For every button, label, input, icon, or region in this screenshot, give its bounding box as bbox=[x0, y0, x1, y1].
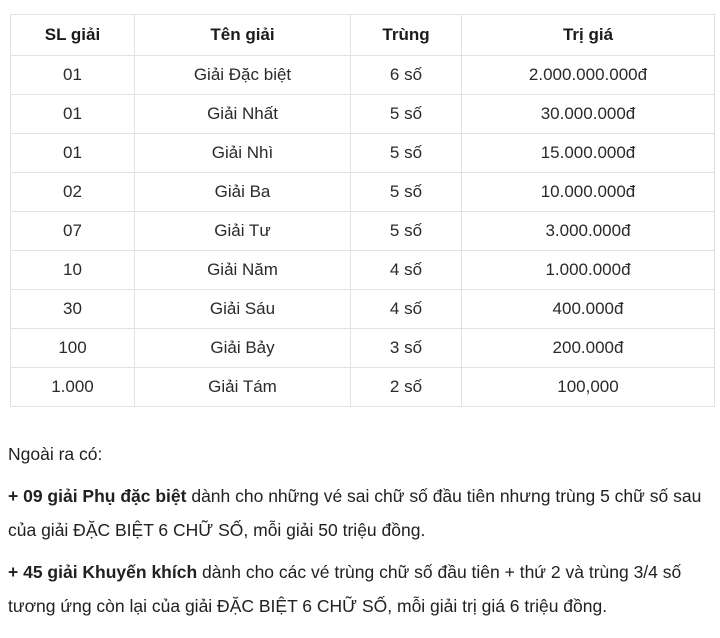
table-cell: 4 số bbox=[351, 251, 462, 290]
lottery-prize-page bbox=[0, 14, 720, 623]
table-cell: 02 bbox=[11, 173, 135, 212]
table-row bbox=[11, 212, 715, 251]
column-header: Trị giá bbox=[462, 15, 715, 56]
table-cell: 01 bbox=[11, 134, 135, 173]
table-cell: 2 số bbox=[351, 368, 462, 407]
table-row bbox=[11, 134, 715, 173]
table-header-row bbox=[11, 15, 715, 56]
table-cell: Giải Bảy bbox=[135, 329, 351, 368]
table-cell: 1.000.000đ bbox=[462, 251, 715, 290]
note-phu-dac-biet bbox=[8, 479, 710, 547]
note-phu-dac-biet-lead: + 09 giải Phụ đặc biệt bbox=[8, 486, 187, 506]
table-cell: Giải Ba bbox=[135, 173, 351, 212]
table-row bbox=[11, 56, 715, 95]
table-cell: 3.000.000đ bbox=[462, 212, 715, 251]
notes-intro: Ngoài ra có: bbox=[8, 444, 103, 464]
column-header: Tên giải bbox=[135, 15, 351, 56]
table-cell: Giải Tám bbox=[135, 368, 351, 407]
table-row bbox=[11, 95, 715, 134]
table-cell: Giải Nhì bbox=[135, 134, 351, 173]
table-cell: 6 số bbox=[351, 56, 462, 95]
table-cell: 5 số bbox=[351, 95, 462, 134]
prize-table-head bbox=[11, 15, 715, 56]
table-cell: 400.000đ bbox=[462, 290, 715, 329]
notes-section bbox=[8, 437, 710, 623]
table-cell: 2.000.000.000đ bbox=[462, 56, 715, 95]
note-khuyen-khich-lead: + 45 giải Khuyến khích bbox=[8, 562, 198, 582]
table-cell: Giải Nhất bbox=[135, 95, 351, 134]
prize-structure-table bbox=[10, 14, 715, 407]
table-row bbox=[11, 290, 715, 329]
table-row bbox=[11, 251, 715, 290]
table-cell: Giải Sáu bbox=[135, 290, 351, 329]
table-cell: 15.000.000đ bbox=[462, 134, 715, 173]
table-row bbox=[11, 368, 715, 407]
table-cell: 5 số bbox=[351, 212, 462, 251]
table-row bbox=[11, 329, 715, 368]
prize-table-body bbox=[11, 56, 715, 407]
table-cell: 30.000.000đ bbox=[462, 95, 715, 134]
note-phu-dac-biet-text: dành cho những vé sai chữ số đầu tiên nhưng trùng 5 chữ số sau của giải ĐẶC BIỆT 6 CHỮ SỐ, mỗi giải 50 triệu đồng. bbox=[8, 486, 702, 540]
table-cell: 200.000đ bbox=[462, 329, 715, 368]
table-cell: 07 bbox=[11, 212, 135, 251]
table-cell: 30 bbox=[11, 290, 135, 329]
note-khuyen-khich bbox=[8, 555, 710, 623]
table-cell: 01 bbox=[11, 56, 135, 95]
table-cell: 100,000 bbox=[462, 368, 715, 407]
table-cell: Giải Đặc biệt bbox=[135, 56, 351, 95]
table-cell: 01 bbox=[11, 95, 135, 134]
table-cell: 10 bbox=[11, 251, 135, 290]
column-header: SL giải bbox=[11, 15, 135, 56]
table-cell: 1.000 bbox=[11, 368, 135, 407]
table-cell: Giải Tư bbox=[135, 212, 351, 251]
note-khuyen-khich-text: dành cho các vé trùng chữ số đầu tiên + thứ 2 và trùng 3/4 số tương ứng còn lại của giải ĐẶC BIỆT 6 CHỮ SỐ, mỗi giải trị giá 6 triệu đồng. bbox=[8, 562, 682, 616]
table-cell: 3 số bbox=[351, 329, 462, 368]
column-header: Trùng bbox=[351, 15, 462, 56]
table-cell: 5 số bbox=[351, 134, 462, 173]
table-row bbox=[11, 173, 715, 212]
table-cell: 5 số bbox=[351, 173, 462, 212]
table-cell: 10.000.000đ bbox=[462, 173, 715, 212]
table-cell: 100 bbox=[11, 329, 135, 368]
table-cell: Giải Năm bbox=[135, 251, 351, 290]
table-cell: 4 số bbox=[351, 290, 462, 329]
